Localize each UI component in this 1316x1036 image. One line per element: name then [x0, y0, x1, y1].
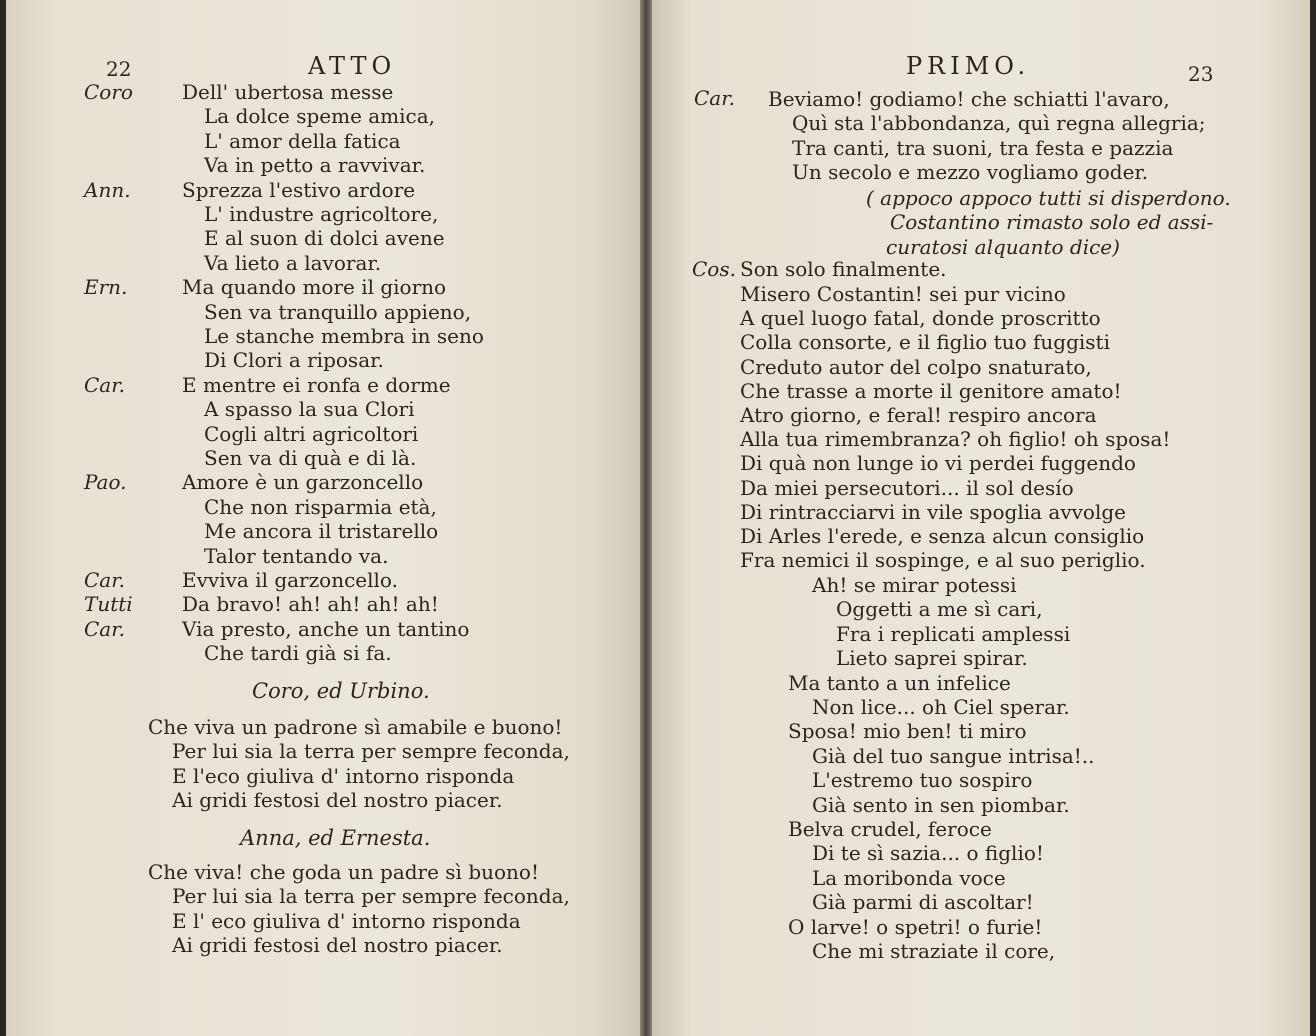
- verse-line: Che viva! che goda un padre sì buono!: [148, 860, 539, 884]
- speaker-label: Ern.: [84, 275, 128, 300]
- verse-line: L' amor della fatica: [204, 128, 401, 153]
- verse-line: Già parmi di ascoltar!: [812, 890, 1034, 915]
- verse-line: Via presto, anche un tantino: [182, 616, 470, 641]
- verse-line: Da miei persecutori... il sol desío: [740, 475, 1074, 500]
- right-page: [652, 0, 1310, 1036]
- page-number: 23: [1188, 62, 1214, 86]
- verse-line: Creduto autor del colpo snaturato,: [740, 354, 1092, 379]
- verse-line: Ai gridi festosi del nostro piacer.: [172, 933, 503, 958]
- verse-line: Le stanche membra in seno: [204, 324, 484, 348]
- verse-line: Ma quando more il giorno: [182, 275, 447, 300]
- speaker-label: Car.: [84, 616, 125, 641]
- verse-line: Tra canti, tra suoni, tra festa e pazzia: [792, 135, 1174, 160]
- verse-line: Un secolo e mezzo vogliamo goder.: [792, 160, 1149, 185]
- verse-line: Ma tanto a un infelice: [788, 670, 1011, 695]
- verse-line: Amore è un garzoncello: [182, 470, 424, 495]
- verse-line: Già sento in sen piombar.: [812, 792, 1070, 817]
- speaker-label: Car.: [84, 568, 125, 592]
- verse-line: E al suon di dolci avene: [204, 226, 445, 251]
- verse-line: Sen va tranquillo appieno,: [204, 299, 472, 324]
- verse-line: Atro giorno, e feral! respiro ancora: [740, 403, 1097, 427]
- book-gutter: [640, 0, 652, 1036]
- section-heading: Anna, ed Ernesta.: [240, 826, 431, 850]
- verse-line: E l'eco giuliva d' intorno risponda: [172, 763, 515, 788]
- verse-line: Già del tuo sangue intrisa!..: [812, 743, 1095, 768]
- speaker-label: Cos.: [692, 257, 736, 281]
- verse-line: L' industre agricoltore,: [204, 202, 439, 226]
- verse-line: Che non risparmia età,: [204, 494, 437, 519]
- verse-line: Belva crudel, feroce: [788, 817, 992, 841]
- verse-line: Per lui sia la terra per sempre feconda,: [172, 884, 570, 909]
- verse-line: Sprezza l'estivo ardore: [182, 177, 416, 202]
- verse-line: Di te sì sazia... o figlio!: [812, 841, 1044, 866]
- verse-line: Colla consorte, e il figlio tuo fuggisti: [740, 330, 1110, 355]
- verse-line: Son solo finalmente.: [740, 257, 947, 281]
- section-heading: Coro, ed Urbino.: [252, 679, 430, 703]
- verse-line: Va lieto a lavorar.: [204, 250, 382, 275]
- verse-line: Ah! se mirar potessi: [812, 573, 1017, 597]
- verse-line: Fra nemici il sospinge, e al suo periglio.: [740, 548, 1146, 573]
- verse-line: Che viva un padrone sì amabile e buono!: [148, 715, 563, 739]
- verse-line: Quì sta l'abbondanza, quì regna allegria;: [792, 111, 1206, 136]
- verse-line: Sen va di quà e di là.: [204, 446, 417, 470]
- verse-line: Di Arles l'erede, e senza alcun consiglio: [740, 524, 1145, 548]
- verse-line: Talor tentando va.: [204, 543, 389, 568]
- verse-line: Alla tua rimembranza? oh figlio! oh sposa!: [740, 427, 1171, 452]
- verse-line: Che tardi già si fa.: [204, 641, 392, 666]
- speaker-label: Car.: [84, 372, 125, 397]
- verse-line: Me ancora il tristarello: [204, 519, 439, 544]
- verse-line: Che mi straziate il core,: [812, 939, 1056, 963]
- verse-line: Lieto saprei spirar.: [836, 646, 1028, 671]
- verse-line: Ai gridi festosi del nostro piacer.: [172, 788, 503, 813]
- stage-direction-line: Costantino rimasto solo ed assi-: [890, 210, 1214, 235]
- speaker-label: Tutti: [84, 592, 133, 617]
- verse-line: Dell' ubertosa messe: [182, 80, 394, 104]
- verse-line: Di quà non lunge io vi perdei fuggendo: [740, 451, 1136, 476]
- page-number: 22: [106, 57, 132, 81]
- verse-line: Fra i replicati amplessi: [836, 621, 1071, 646]
- verse-line: Che trasse a morte il genitore amato!: [740, 378, 1122, 403]
- verse-line: O larve! o spetri! o furie!: [788, 914, 1043, 939]
- verse-line: La moribonda voce: [812, 865, 1006, 890]
- running-head: PRIMO.: [906, 52, 1031, 80]
- verse-line: Per lui sia la terra per sempre feconda,: [172, 739, 570, 764]
- speaker-label: Ann.: [84, 177, 131, 202]
- verse-line: Misero Costantin! sei pur vicino: [740, 282, 1066, 306]
- verse-line: L'estremo tuo sospiro: [812, 768, 1033, 793]
- speaker-label: Car.: [694, 86, 735, 110]
- verse-line: Di Clori a riposar.: [204, 348, 384, 373]
- verse-line: E l' eco giuliva d' intorno risponda: [172, 908, 521, 933]
- speaker-label: Coro: [84, 80, 133, 104]
- running-head: ATTO: [308, 52, 397, 80]
- verse-line: E mentre ei ronfa e dorme: [182, 372, 451, 397]
- verse-line: A quel luogo fatal, donde proscritto: [740, 306, 1101, 331]
- verse-line: Beviamo! godiamo! che schiatti l'avaro,: [768, 87, 1170, 111]
- verse-line: A spasso la sua Clori: [204, 397, 415, 422]
- left-page: [6, 0, 640, 1036]
- verse-line: Va in petto a ravvivar.: [204, 153, 426, 178]
- verse-line: La dolce speme amica,: [204, 104, 436, 129]
- verse-line: Da bravo! ah! ah! ah! ah!: [182, 592, 439, 617]
- verse-line: Non lice... oh Ciel sperar.: [812, 695, 1070, 719]
- verse-line: Evviva il garzoncello.: [182, 568, 398, 592]
- speaker-label: Pao.: [84, 470, 127, 495]
- verse-line: Cogli altri agricoltori: [204, 421, 419, 446]
- verse-line: Oggetti a me sì cari,: [836, 597, 1043, 622]
- verse-line: Di rintracciarvi in vile spoglia avvolge: [740, 499, 1126, 524]
- stage-direction-line: curatosi alquanto dice): [886, 234, 1120, 259]
- stage-direction-line: ( appoco appoco tutti si disperdono.: [866, 186, 1231, 210]
- verse-line: Sposa! mio ben! ti miro: [788, 719, 1027, 744]
